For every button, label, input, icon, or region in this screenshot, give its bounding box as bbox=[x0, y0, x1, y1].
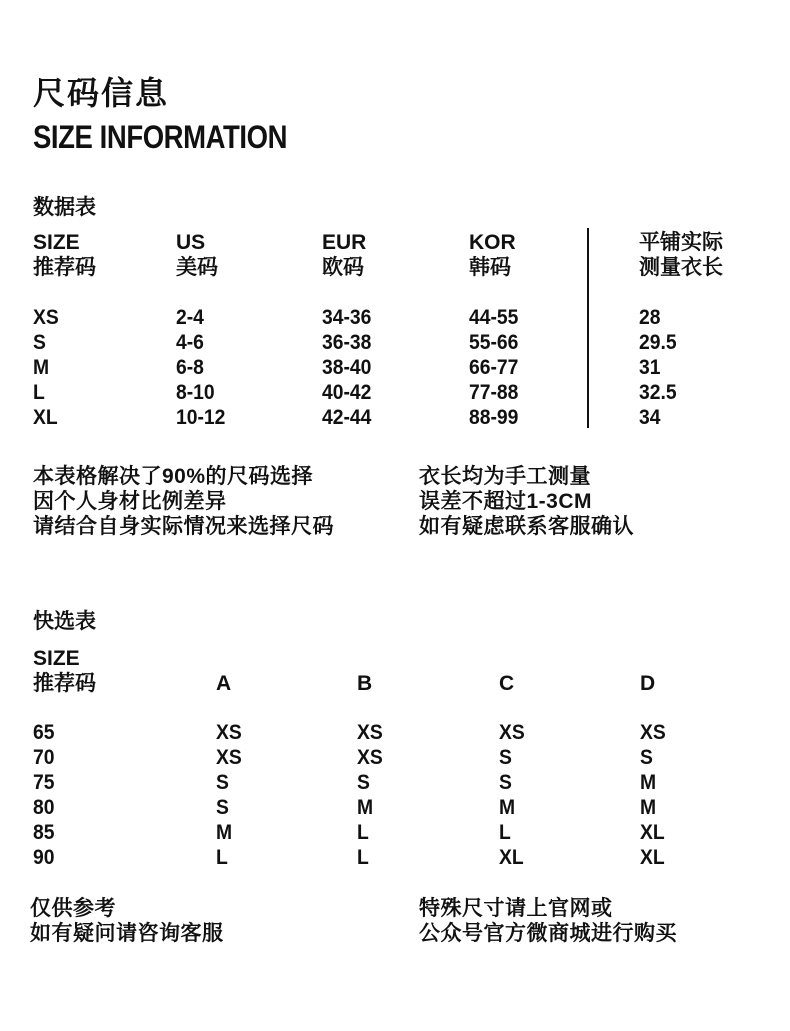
page-title-en: SIZE INFORMATION bbox=[33, 119, 288, 155]
table-cell: XS bbox=[640, 721, 666, 744]
table-cell: XS bbox=[216, 721, 242, 744]
col-header-size-line2: 推荐码 bbox=[33, 256, 96, 279]
table-cell: 4-6 bbox=[176, 331, 204, 354]
table-cell: L bbox=[33, 381, 45, 404]
col-header-us-line1: US bbox=[176, 231, 206, 254]
table-cell: XS bbox=[357, 721, 383, 744]
table-cell: 32.5 bbox=[639, 381, 677, 404]
col-header-length-line1: 平铺实际 bbox=[639, 231, 723, 254]
notes-right-1 bbox=[419, 464, 634, 539]
col-eur-values bbox=[322, 305, 371, 430]
table-cell: XL bbox=[640, 821, 665, 844]
table-cell: 66-77 bbox=[469, 356, 519, 379]
quick-col-header-c: C bbox=[499, 672, 515, 695]
col-us-values bbox=[176, 305, 225, 430]
note-line: 仅供参考 bbox=[30, 897, 116, 920]
table-cell: 42-44 bbox=[322, 406, 372, 429]
table-cell: 65 bbox=[33, 721, 55, 744]
table-cell: S bbox=[640, 746, 653, 769]
table-cell: 28 bbox=[639, 306, 661, 329]
col-header-eur-line1: EUR bbox=[322, 231, 367, 254]
table-cell: 88-99 bbox=[469, 406, 519, 429]
quick-col-header-a: A bbox=[216, 672, 232, 695]
col-header-eur-line2: 欧码 bbox=[322, 256, 364, 279]
table-cell: 10-12 bbox=[176, 406, 226, 429]
note-line: 误差不超过1-3CM bbox=[419, 490, 593, 513]
page-title-cn: 尺码信息 bbox=[33, 75, 170, 111]
table-cell: L bbox=[357, 846, 369, 869]
quick-col-header-size-line1: SIZE bbox=[33, 647, 80, 670]
table-cell: M bbox=[640, 796, 657, 819]
quick-col-header-b: B bbox=[357, 672, 373, 695]
notes-right-2 bbox=[419, 896, 677, 946]
quick-col-b-values bbox=[357, 720, 383, 870]
notes-left-1 bbox=[33, 464, 334, 539]
table-cell: XL bbox=[33, 406, 58, 429]
table-cell: XS bbox=[216, 746, 242, 769]
table-cell: M bbox=[640, 771, 657, 794]
table-cell: M bbox=[499, 796, 516, 819]
table-cell: L bbox=[216, 846, 228, 869]
col-header-kor-line1: KOR bbox=[469, 231, 516, 254]
column-divider bbox=[587, 228, 589, 428]
table-cell: S bbox=[357, 771, 370, 794]
table-cell: 44-55 bbox=[469, 306, 519, 329]
table-cell: 6-8 bbox=[176, 356, 204, 379]
quick-col-c-values bbox=[499, 720, 525, 870]
note-line: 请结合自身实际情况来选择尺码 bbox=[33, 515, 334, 538]
table-cell: 29.5 bbox=[639, 331, 677, 354]
table-cell: L bbox=[357, 821, 369, 844]
col-header-kor bbox=[469, 230, 516, 280]
col-header-length-line2: 测量衣长 bbox=[639, 256, 723, 279]
table-cell: M bbox=[216, 821, 233, 844]
table-cell: 34 bbox=[639, 406, 661, 429]
table-cell: XL bbox=[640, 846, 665, 869]
table-cell: 2-4 bbox=[176, 306, 204, 329]
col-kor-values bbox=[469, 305, 518, 430]
note-line: 如有疑虑联系客服确认 bbox=[419, 515, 634, 538]
note-line: 因个人身材比例差异 bbox=[33, 490, 227, 513]
table-cell: L bbox=[499, 821, 511, 844]
col-header-size bbox=[33, 230, 96, 280]
table-cell: M bbox=[357, 796, 374, 819]
col-header-us-line2: 美码 bbox=[176, 256, 218, 279]
table-cell: XS bbox=[33, 306, 59, 329]
col-header-length bbox=[639, 230, 723, 280]
quick-table-title: 快选表 bbox=[33, 610, 96, 633]
col-length-values bbox=[639, 305, 677, 430]
table-cell: 8-10 bbox=[176, 381, 215, 404]
table-cell: XS bbox=[357, 746, 383, 769]
table-cell: S bbox=[33, 331, 46, 354]
col-header-eur bbox=[322, 230, 366, 280]
table-cell: S bbox=[216, 796, 229, 819]
quick-col-d-values bbox=[640, 720, 666, 870]
col-header-size-line1: SIZE bbox=[33, 231, 80, 254]
note-line: 特殊尺寸请上官网或 bbox=[419, 897, 613, 920]
table-cell: 85 bbox=[33, 821, 55, 844]
quick-col-size-values bbox=[33, 720, 54, 870]
table-cell: 36-38 bbox=[322, 331, 372, 354]
note-line: 本表格解决了90%的尺码选择 bbox=[33, 465, 314, 488]
quick-col-a-values bbox=[216, 720, 242, 870]
table-cell: S bbox=[499, 771, 512, 794]
table-cell: 70 bbox=[33, 746, 55, 769]
table-cell: 75 bbox=[33, 771, 55, 794]
table-cell: 80 bbox=[33, 796, 55, 819]
col-header-kor-line2: 韩码 bbox=[469, 256, 511, 279]
quick-col-header-size bbox=[33, 646, 96, 696]
table-cell: S bbox=[216, 771, 229, 794]
table-cell: 31 bbox=[639, 356, 661, 379]
data-table-title: 数据表 bbox=[33, 196, 96, 219]
table-cell: XS bbox=[499, 721, 525, 744]
table-cell: M bbox=[33, 356, 50, 379]
table-cell: 77-88 bbox=[469, 381, 519, 404]
table-cell: 38-40 bbox=[322, 356, 372, 379]
table-cell: 55-66 bbox=[469, 331, 519, 354]
table-cell: 90 bbox=[33, 846, 55, 869]
quick-col-header-size-line2: 推荐码 bbox=[33, 672, 96, 695]
table-cell: XL bbox=[499, 846, 524, 869]
table-cell: 40-42 bbox=[322, 381, 372, 404]
col-header-us bbox=[176, 230, 218, 280]
quick-col-header-d: D bbox=[640, 672, 656, 695]
col-size-values bbox=[33, 305, 59, 430]
table-cell: 34-36 bbox=[322, 306, 372, 329]
note-line: 公众号官方微商城进行购买 bbox=[419, 922, 677, 945]
note-line: 衣长均为手工测量 bbox=[419, 465, 591, 488]
note-line: 如有疑问请咨询客服 bbox=[30, 922, 224, 945]
notes-left-2 bbox=[30, 896, 224, 946]
table-cell: S bbox=[499, 746, 512, 769]
